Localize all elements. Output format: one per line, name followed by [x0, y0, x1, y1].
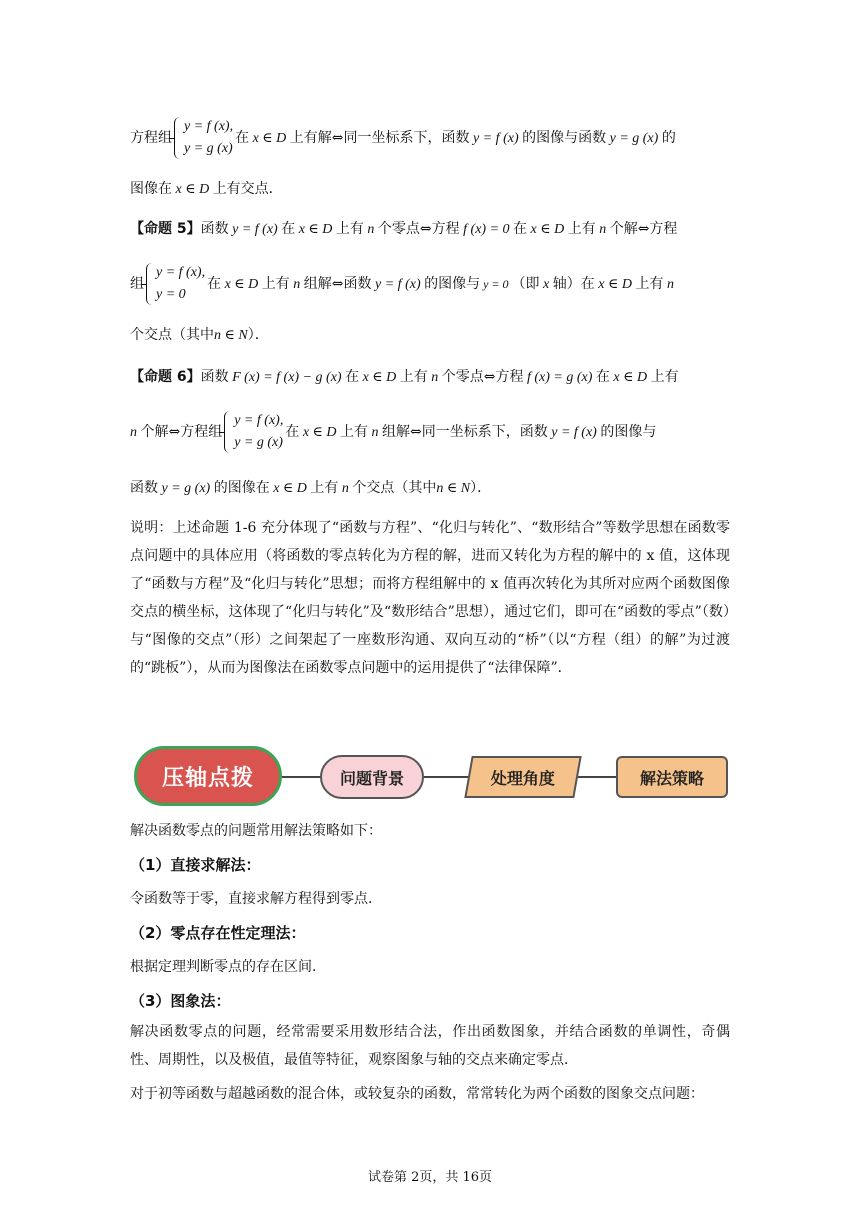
text-segment: 组解⇔同一坐标系下，函数 [382, 424, 548, 440]
text-segment: 个零点⇔方程 [377, 221, 460, 237]
connector-line [282, 776, 322, 778]
text-segment: 上有 [310, 480, 339, 496]
banner-step-angle [464, 756, 581, 798]
text-segment: 个解⇔方程组 [140, 424, 223, 440]
banner-step-angle-label: 处理角度 [490, 768, 555, 788]
text-existence: 根据定理判断零点的存在区间． [130, 959, 326, 975]
text-segment: 的图像在 [213, 480, 270, 496]
text-segment: 在 [595, 369, 610, 385]
section-banner [134, 746, 730, 808]
text-segment: 在 [207, 276, 222, 292]
text-segment: 个解⇔方程 [609, 221, 678, 237]
intro-line-2: 图像在 x ∈ D 上有交点． [130, 181, 283, 197]
text-segment: 组解⇔函数 [303, 276, 372, 292]
prop6-line-1: 【命题 6】函数 F (x) = f (x) − g (x) 在 x ∈ D 上有 n 个零点⇔方程 f (x) = g (x) 在 x ∈ D 上有 [130, 369, 679, 385]
prop5-line-2: 组 y = f (x), y = 0 在 x ∈ D 上有 n 组解⇔函数 y = f (x) 的图像与 y = 0 （即 x 轴）在 x ∈ D 上有 n [130, 262, 674, 306]
text-segment: 的图像与 [424, 276, 481, 292]
heading-direct: （1）直接求解法： [130, 856, 261, 874]
text-segment: 上有 [635, 276, 664, 292]
text-segment: 图像在 [130, 181, 172, 197]
text-segment: 函数 [200, 221, 229, 237]
page-footer: 试卷第 2页，共 16页 [367, 1170, 493, 1185]
text-segment: 上有交点． [212, 181, 283, 197]
text-segment: 函数 [130, 480, 158, 496]
prop5-line-1: 【命题 5】函数 y = f (x) 在 x ∈ D 上有 n 个零点⇔方程 f (x) = 0 在 x ∈ D 上有 n 个解⇔方程 [130, 221, 678, 237]
banner-step-strategy: 解法策略 [616, 756, 728, 798]
text-segment: 个交点（其中 [352, 480, 437, 496]
prop5-label: 【命题 5】 [130, 221, 201, 237]
text-segment: ）． [247, 327, 269, 343]
text-segment: 组 [130, 276, 144, 292]
text-graph: 解决函数零点的问题，经常需要采用数形结合法，作出函数图象，并结合函数的单调性，奇偶性、周期性，以及极值，最值等特征，观察图象与轴的交点来确定零点． [130, 1024, 730, 1068]
banner-title: 压轴点拨 [134, 746, 282, 806]
text-segment: 上有解⇔同一坐标系下，函数 [289, 130, 470, 146]
equation-system: y = f (x), y = g (x) [224, 410, 283, 454]
text-segment: 上有 [335, 221, 364, 237]
prop6-line-2: n 个解⇔方程组 y = f (x), y = g (x) 在 x ∈ D 上有 n 组解⇔同一坐标系下，函数 y = f (x) 的图像与 [130, 410, 656, 454]
text-segment: 的图像与 [600, 424, 657, 440]
text-segment: 上有 [650, 369, 679, 385]
text-segment: 在 [281, 221, 296, 237]
intro-prefix: 方程组 [130, 130, 172, 146]
text-segment: ）． [470, 480, 492, 496]
text-segment: 上有 [340, 424, 369, 440]
text-segment: 在 [345, 369, 360, 385]
equation-system: y = f (x), y = g (x) [174, 116, 233, 160]
text-segment: 在 [285, 424, 300, 440]
text-direct: 令函数等于零，直接求解方程得到零点． [130, 891, 382, 907]
text-segment: 上有 [261, 276, 290, 292]
text-segment: 在 [235, 130, 250, 146]
text-segment: 上有 [399, 369, 428, 385]
text-segment: 在 [513, 221, 528, 237]
text-segment: （即 [511, 276, 540, 292]
text-segment: 的图像与函数 [522, 130, 607, 146]
equation-system: y = f (x), y = 0 [146, 262, 205, 306]
banner-step-background: 问题背景 [320, 755, 424, 799]
text-segment: 上有 [567, 221, 596, 237]
connector-line [578, 776, 618, 778]
text-mixed-functions: 对于初等函数与超越函数的混合体，或较复杂的函数，常常转化为两个函数的图象交点问题： [130, 1086, 704, 1102]
intro-line-1: 方程组 y = f (x), y = g (x) 在 x ∈ D 上有解⇔同一坐标系下，函数 y = f (x) 的图像与函数 y = g (x) 的 [130, 116, 676, 160]
text-segment: 个零点⇔方程 [441, 369, 524, 385]
text-segment: 函数 [200, 369, 229, 385]
connector-line [424, 776, 470, 778]
text-segment: 的 [661, 130, 676, 146]
prop5-line-3: 个交点（其中n ∈ N）． [130, 327, 269, 343]
strategy-intro: 解决函数零点的问题常用解法策略如下： [130, 823, 382, 839]
heading-graph: （3）图象法： [130, 992, 231, 1010]
text-segment: 个交点（其中 [130, 327, 214, 343]
explanation-paragraph: 说明：上述命题 1-6 充分体现了“函数与方程”、“化归与转化”、“数形结合”等数学思想在函数零点问题中的具体应用（将函数的零点转化为方程的解，进而又转化为方程的解中的 x 值，这体现了“函数与方程”及“化归与转化”思想；而将方程组解中的 x 值再次转化为其所对应两个函数图像交点的横坐标，这体现了“化归与转化”及“数形结合”思想），通过它们，即可在“函数的零点”（数）与“图像的交点”（形）之间架起了一座数形沟通、双向互动的“桥”（以“方程（组）的解”为过渡的“跳板”），从而为图像法在函数零点问题中的运用提供了“法律保障”． [130, 520, 730, 676]
prop6-label: 【命题 6】 [130, 369, 201, 385]
text-segment: 轴）在 [552, 276, 595, 292]
prop6-line-3: 函数 y = g (x) 的图像在 x ∈ D 上有 n 个交点（其中n ∈ N）． [130, 480, 492, 496]
heading-existence: （2）零点存在性定理法： [130, 924, 306, 942]
